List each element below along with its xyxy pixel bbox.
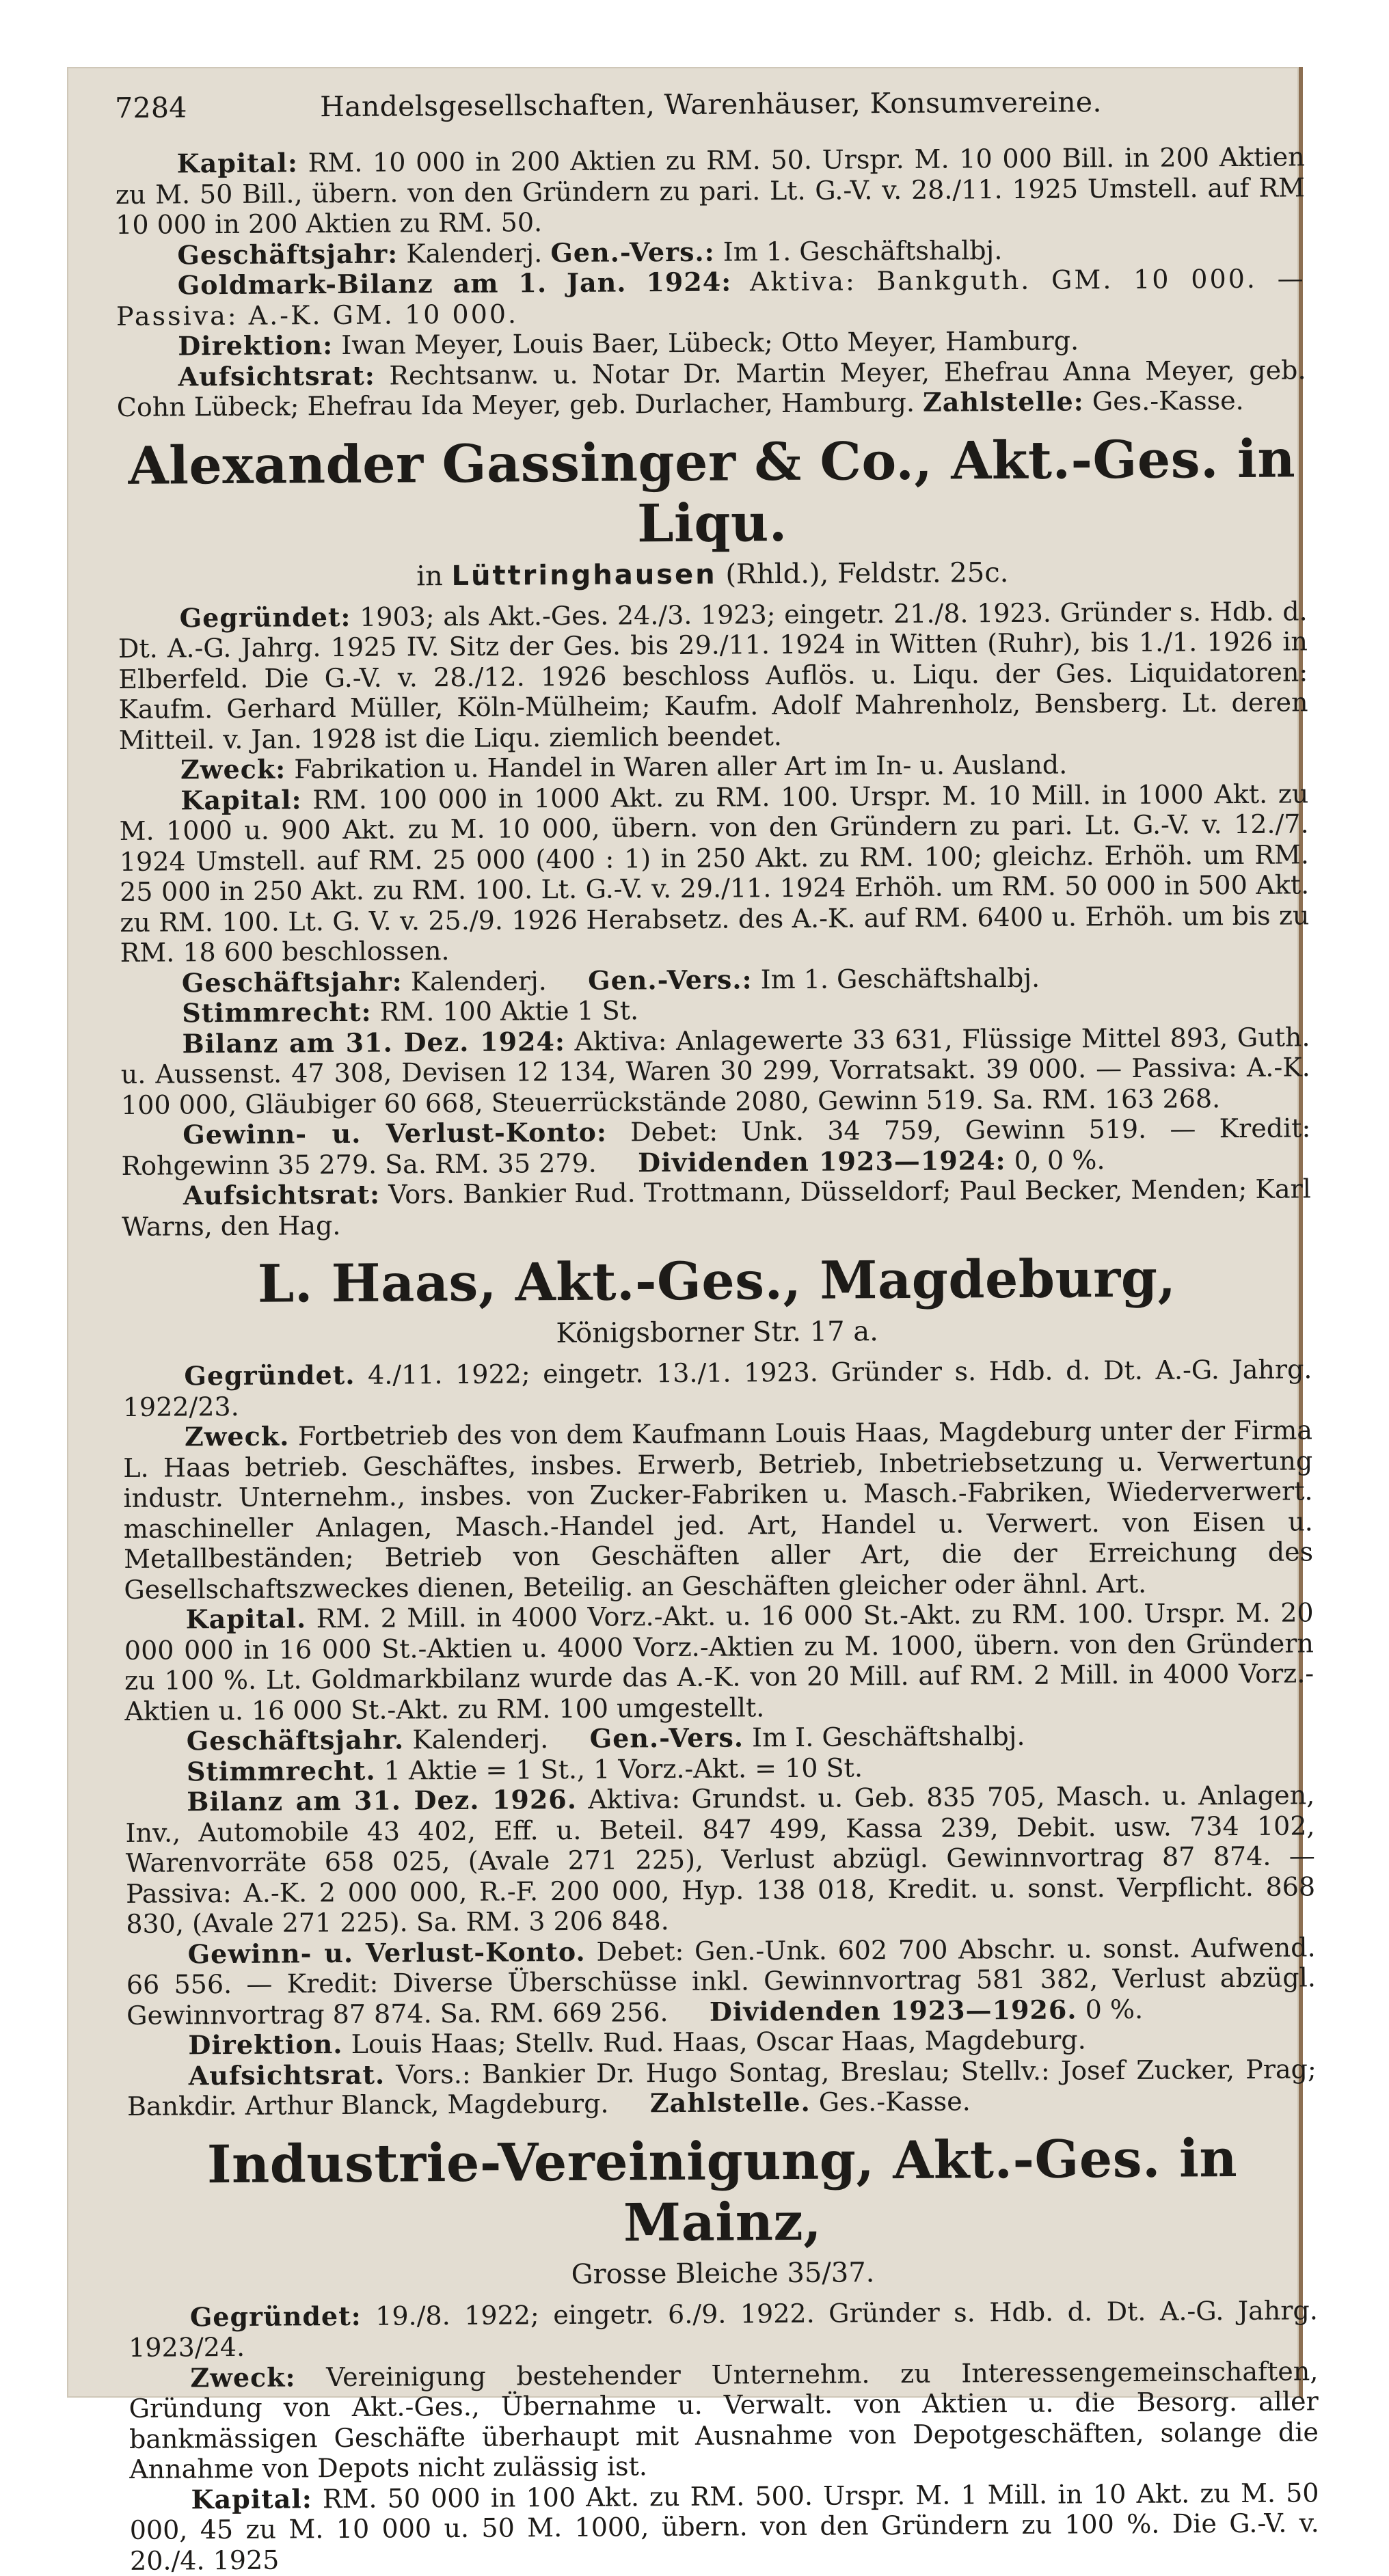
aufsichtsrat-label: Aufsichtsrat: (183, 1178, 381, 1211)
kapital-label: Kapital: (180, 783, 302, 815)
bilanz-label: Goldmark-Bilanz am 1. Jan. 1924: (177, 266, 732, 301)
zweck-text: Fortbetrieb des von dem Kaufmann Louis Haas, Magdeburg unter der Firma L. Haas betrieb. Geschäftes, insbes. Erwerb, Betrieb, Inbetriebsetzung u. Verwertung industr. Unternehm., insbes. von Zucker-Fabriken u. Masch.-Fabriken, Wiederverwert. maschineller Anlagen, Masch.-Handel jed. Art, Handel u. Verwert. von Eisen u. Metallbeständen; Betrieb von Geschäften aller Art, die der Erreichung des Gesellschaftszweckes dienen, Beteilig. an Geschäften gleicher oder ähnl. Art. (123, 1415, 1314, 1605)
address-rest: (Rhld.), Feldstr. 25c. (725, 556, 1009, 591)
zweck-paragraph (123, 1415, 1314, 1605)
bilanz-paragraph (116, 263, 1306, 331)
zweck-label: Zweck. (184, 1420, 290, 1452)
aufsichtsrat-text: Vors.: Bankier Dr. Hugo Sontag, Breslau; Stellv.: Josef Zucker, Prag; Bankdir. Arthur Blanck, Magdeburg. (126, 2053, 1317, 2121)
gegruendet-paragraph (129, 2295, 1319, 2363)
geschaeftsjahr-text: Kalenderj. (406, 237, 543, 269)
zweck-label: Zweck: (180, 753, 286, 785)
zahlstelle-label: Zahlstelle. (649, 2086, 811, 2119)
gen-vers-label: Gen.-Vers.: (550, 236, 715, 268)
gegruendet-text: 4./11. 1922; eingetr. 13./1. 1923. Gründer s. Hdb. d. Dt. A.-G. Jahrg. 1922/23. (122, 1354, 1312, 1422)
zahlstelle-text: Ges.-Kasse. (1092, 385, 1244, 417)
aufsichtsrat-text: Vors. Bankier Rud. Trottmann, Düsseldorf; Paul Becker, Menden; Karl Warns, den Hag. (122, 1174, 1311, 1242)
company-address: Grosse Bleiche 35/37. (571, 2256, 875, 2290)
kapital-label: Kapital. (185, 1603, 307, 1635)
zweck-text: Vereinigung bestehender Unternehm. zu Interessengemeinschaften, Gründung von Akt.-Ges., Übernahme u. Verwalt. von Aktien u. die Besorg. aller bankmässigen Geschäfte überhaupt mit Ausnahme von Depotgeschäften, solange die Annahme von Depots nicht zulässig ist. (129, 2355, 1319, 2484)
address-prefix: in (416, 560, 443, 592)
guv-text: Debet: Gen.-Unk. 602 700 Abschr. u. sonst. Aufwend. 66 556. — Kredit: Diverse Überschüsse inkl. Gewinnvortrag 581 382, Verlust abzügl. Gewinnvortrag 87 874. Sa. RM. 669 256. (126, 1931, 1317, 2031)
entry-haas (122, 1247, 1386, 2122)
zweck-text: Fabrikation u. Handel in Waren aller Art im In- u. Ausland. (294, 749, 1068, 785)
zahlstelle-text: Ges.-Kasse. (818, 2086, 971, 2117)
kapital-label: Kapital: (176, 147, 299, 179)
gen-vers-text: Im I. Geschäftshalbj. (751, 1720, 1025, 1753)
gegruendet-label: Gegründet: (179, 601, 351, 633)
entry-industrie-vereinigung (127, 2126, 1389, 2576)
page-number: 7284 (115, 91, 187, 124)
direktion-label: Direktion: (178, 329, 334, 362)
kapital-text: RM. 100 000 in 1000 Akt. zu RM. 100. Urspr. M. 10 Mill. in 1000 Akt. zu M. 1000 u. 900 Akt. zu M. 10 000, übern. von den Gründern zu pari. Lt. G.-V. v. 12./7. 1924 Umstell. auf RM. 25 000 (400 : 1) in 250 Akt. zu RM. 100; gleichz. Erhöh. um RM. 25 000 in 250 Akt. zu RM. 100. Lt. G.-V. v. 29./11. 1924 Erhöh. um RM. 50 000 in 500 Akt. zu RM. 100. Lt. G. V. v. 25./9. 1926 Herabsetz. des A.-K. auf RM. 6400 u. Erhöh. um bis zu RM. 18 600 beschlossen. (119, 778, 1310, 968)
geschaeftsjahr-text: Kalenderj. (412, 1724, 549, 1755)
stimmrecht-text: RM. 100 Aktie 1 St. (379, 995, 639, 1027)
dividenden-label: Dividenden 1923—1926. (709, 1993, 1077, 2027)
gen-vers-text: Im 1. Geschäftshalbj. (723, 234, 1003, 267)
entry-continued (116, 141, 1376, 423)
aufsichtsrat-label: Aufsichtsrat. (188, 2059, 386, 2091)
zweck-label: Zweck: (190, 2361, 296, 2393)
gegruendet-paragraph (122, 1354, 1312, 1422)
stimmrecht-text: 1 Aktie = 1 St., 1 Vorz.-Akt. = 10 St. (383, 1752, 863, 1786)
company-address: Königsborner Str. 17 a. (556, 1316, 878, 1350)
bilanz-label: Bilanz am 31. Dez. 1924: (182, 1025, 566, 1059)
stimmrecht-label: Stimmrecht. (186, 1754, 376, 1787)
aufsichtsrat-text: Rechtsanw. u. Notar Dr. Martin Meyer, Ehefrau Anna Meyer, geb. Cohn Lübeck; Ehefrau Ida Meyer, geb. Durlacher, Hamburg. (116, 354, 1306, 422)
aufsichtsrat-paragraph (116, 355, 1306, 423)
zweck-paragraph (129, 2356, 1319, 2485)
bilanz-label: Bilanz am 31. Dez. 1926. (187, 1783, 578, 1817)
page-content (115, 84, 1388, 2576)
gen-vers-label: Gen.-Vers. (589, 1722, 744, 1754)
aufsichtsrat-paragraph (122, 1174, 1312, 1242)
gegruendet-text: 19./8. 1922; eingetr. 6./9. 1922. Gründer s. Hdb. d. Dt. A.-G. Jahrg. 1923/24. (129, 2294, 1318, 2363)
guv-paragraph (121, 1113, 1311, 1181)
running-head: Handelsgesellschaften, Warenhäuser, Konsumvereine. (319, 85, 1102, 124)
kapital-paragraph (116, 141, 1306, 240)
company-title: Alexander Gassinger & Co., Akt.-Ges. in Liqu. (128, 427, 1296, 554)
company-title: Industrie-Vereinigung, Akt.-Ges. in Mainz, (206, 2127, 1238, 2253)
kapital-label: Kapital: (191, 2482, 312, 2514)
bilanz-text: Aktiva: Grundst. u. Geb. 835 705, Masch. u. Anlagen, Inv., Automobile 43 402, Eff. u. Beteil. 847 499, Kassa 239, Debit. usw. 734 102, Warenvorräte 658 025, (Avale 271 225), Verlust abzügl. Gewinnvortrag 87 874. — Passiva: A.-K. 2 000 000, R.-F. 200 000, Hyp. 138 018, Kredit. u. sonst. Verpflicht. 868 830, (Avale 271 225). Sa. RM. 3 206 848. (125, 1780, 1316, 1939)
stimmrecht-label: Stimmrecht: (182, 996, 372, 1029)
kapital-paragraph (129, 2478, 1319, 2576)
direktion-text: Iwan Meyer, Louis Baer, Lübeck; Otto Meyer, Hamburg. (341, 325, 1079, 360)
kapital-paragraph (124, 1597, 1314, 1726)
direktion-label: Direktion. (188, 2029, 343, 2061)
page-header (115, 84, 1374, 146)
dividenden-text: 0, 0 %. (1014, 1144, 1105, 1176)
gen-vers-text: Im 1. Geschäftshalbj. (760, 962, 1040, 994)
direktion-text: Louis Haas; Stellv. Rud. Haas, Oscar Haas, Magdeburg. (351, 2024, 1086, 2059)
dividenden-label: Dividenden 1923—1924: (638, 1144, 1006, 1178)
guv-label: Gewinn- u. Verlust-Konto. (187, 1936, 586, 1969)
geschaeftsjahr-text: Kalenderj. (410, 965, 547, 996)
zahlstelle-label: Zahlstelle: (922, 385, 1084, 418)
address-city: Lüttringhausen (451, 558, 717, 592)
bilanz-text: Aktiva: Bankguth. GM. 10 000. — Passiva: A.-K. GM. 10 000. (116, 263, 1306, 331)
gegruendet-text: 1903; als Akt.-Ges. 24./3. 1923; eingetr. 21./8. 1923. Gründer s. Hdb. d. Dt. A.-G. Jahrg. 1925 IV. Sitz der Ges. bis 29./11. 1924 in Witten (Ruhr), bis 1./1. 1926 in Elberfeld. Die G.-V. v. 28./12. 1926 beschloss Auflös. u. Liqu. der Ges. Liquidatoren: Kaufm. Gerhard Müller, Köln-Mülheim; Kaufm. Adolf Mahrenholz, Bensberg. Lt. deren Mitteil. v. Jan. 1928 ist die Liqu. ziemlich beendet. (118, 595, 1308, 755)
gen-vers-label: Gen.-Vers.: (588, 963, 753, 996)
bilanz-paragraph (125, 1780, 1315, 1939)
geschaeftsjahr-label: Geschäftsjahr: (177, 237, 399, 270)
dividenden-text: 0 %. (1085, 1994, 1144, 2024)
entry-gassinger (117, 427, 1381, 1242)
bilanz-text: Aktiva: Anlagewerte 33 631, Flüssige Mittel 893, Guth. u. Aussenst. 47 308, Devisen 12 134, Waren 30 299, Vorratsakt. 39 000. — Passiva: A.-K. 100 000, Gläubiger 60 668, Steuerrückstände 2080, Gewinn 519. Sa. RM. 163 268. (120, 1021, 1310, 1120)
geschaeftsjahr-label: Geschäftsjahr. (186, 1724, 405, 1757)
company-title: L. Haas, Akt.-Ges., Magdeburg, (257, 1247, 1176, 1314)
guv-text: Debet: Unk. 34 759, Gewinn 519. — Kredit: Rohgewinn 35 279. Sa. RM. 35 279. (121, 1113, 1311, 1181)
company-address (118, 555, 1307, 594)
gegruendet-label: Gegründet. (184, 1359, 355, 1392)
kapital-text: RM. 10 000 in 200 Aktien zu RM. 50. Urspr. M. 10 000 Bill. in 200 Aktien zu M. 50 Bill., übern. von den Gründern zu pari. Lt. G.-V. v. 28./11. 1925 Umstell. auf RM 10 000 in 200 Aktien zu RM. 50. (115, 141, 1306, 240)
bilanz-paragraph (120, 1022, 1310, 1120)
guv-label: Gewinn- u. Verlust-Konto: (183, 1116, 608, 1150)
gegruendet-paragraph (118, 596, 1308, 755)
book-page (67, 67, 1319, 2576)
kapital-text: RM. 2 Mill. in 4000 Vorz.-Akt. u. 16 000 St.-Akt. zu RM. 100. Urspr. M. 20 000 000 in 16 000 St.-Aktien u. 4000 Vorz.-Aktien zu M. 1000, übern. von den Gründern zu 100 %. Lt. Goldmarkbilanz wurde das A.-K. von 20 Mill. auf RM. 2 Mill. in 4000 Vorz.-Aktien u. 16 000 St.-Akt. zu RM. 100 umgestellt. (124, 1597, 1314, 1726)
guv-paragraph (126, 1932, 1317, 2031)
kapital-text: RM. 50 000 in 100 Akt. zu RM. 500. Urspr. M. 1 Mill. in 10 Akt. zu M. 50 000, 45 zu M. 10 000 u. 50 M. 1000, übern. von den Gründern zu 100 %. Die G.-V. v. 20./4. 1925 (129, 2477, 1319, 2576)
gegruendet-label: Gegründet: (189, 2300, 362, 2332)
geschaeftsjahr-label: Geschäftsjahr: (181, 965, 403, 998)
aufsichtsrat-label: Aufsichtsrat: (178, 360, 375, 392)
kapital-paragraph (119, 778, 1310, 968)
aufsichtsrat-paragraph (127, 2054, 1317, 2122)
